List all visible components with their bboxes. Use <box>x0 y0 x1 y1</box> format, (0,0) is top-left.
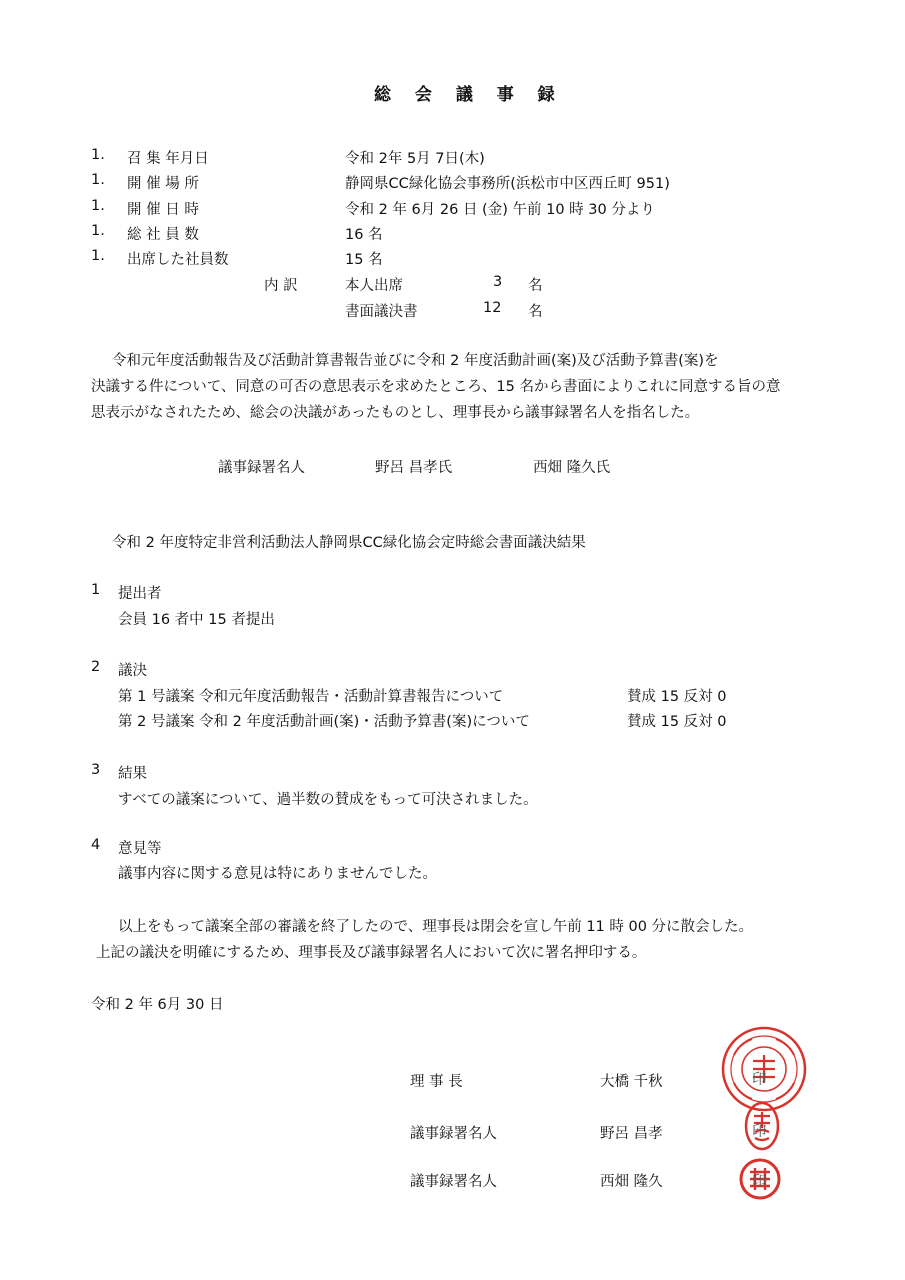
section-heading: 提出者 <box>118 586 162 602</box>
breakdown-row-count: 3 <box>493 274 503 290</box>
signature-name: 野呂 昌孝 <box>600 1126 663 1142</box>
paragraph-line: 思表示がなされたため、総会の決議があったものとし、理事長から議事録署名人を指名した。 <box>91 405 700 421</box>
section-num: 1 <box>91 582 101 598</box>
paragraph-line: 決議する件について、同意の可否の意思表示を求めたところ、15 名から書面によりこれに同意する旨の意 <box>91 379 781 395</box>
item-value-attendees: 15 名 <box>345 252 383 268</box>
item-label-total-members: 総 社 員 数 <box>127 227 199 243</box>
section-body: すべての議案について、過半数の賛成をもって可決されました。 <box>118 792 538 808</box>
item-value-total-members: 16 名 <box>345 227 383 243</box>
breakdown-row-unit: 名 <box>528 278 543 294</box>
signers-label: 議事録署名人 <box>218 460 305 476</box>
signature-role: 議事録署名人 <box>410 1174 497 1190</box>
section-body: 議事内容に関する意見は特にありませんでした。 <box>118 866 437 882</box>
paragraph-line: 令和元年度活動報告及び活動計算書報告並びに令和 2 年度活動計画(案)及び活動予算書(案)を <box>112 353 719 369</box>
item-label-attendees: 出席した社員数 <box>127 252 229 268</box>
result-title: 令和 2 年度特定非営利活動法人静岡県CC緑化協会定時総会書面議決結果 <box>112 535 586 551</box>
resolution-item: 第 2 号議案 令和 2 年度活動計画(案)・活動予算書(案)について <box>118 714 530 730</box>
seal-mark: 印 <box>752 1174 767 1190</box>
section-num: 4 <box>91 837 101 853</box>
resolution-vote: 賛成 15 反対 0 <box>627 714 727 730</box>
item-label-convocation-date: 召 集 年月日 <box>127 151 209 167</box>
breakdown-row-label: 書面議決書 <box>345 304 418 320</box>
seal-mark: 印 <box>752 1072 767 1088</box>
signer-name-2: 西畑 隆久氏 <box>533 460 611 476</box>
breakdown-row-label: 本人出席 <box>345 278 403 294</box>
breakdown-row-count: 12 <box>483 300 502 316</box>
item-label-venue: 開 催 場 所 <box>127 176 199 192</box>
closing-line: 以上をもって議案全部の審議を終了したので、理事長は閉会を宣し午前 11 時 00 分に散会した。 <box>118 919 754 935</box>
section-heading: 意見等 <box>118 841 162 857</box>
resolution-item: 第 1 号議案 令和元年度活動報告・活動計算書報告について <box>118 689 504 705</box>
document-date: 令和 2 年 6月 30 日 <box>91 997 224 1013</box>
item-num: 1. <box>91 223 105 239</box>
closing-line: 上記の議決を明確にするため、理事長及び議事録署名人において次に署名押印する。 <box>96 945 647 961</box>
item-value-convocation-date: 令和 2年 5月 7日(木) <box>345 151 485 167</box>
item-num: 1. <box>91 198 105 214</box>
seal-mark: 印 <box>752 1124 767 1140</box>
item-num: 1. <box>91 248 105 264</box>
section-body: 会員 16 者中 15 者提出 <box>118 612 275 628</box>
resolution-vote: 賛成 15 反対 0 <box>627 689 727 705</box>
item-num: 1. <box>91 147 105 163</box>
item-value-venue: 静岡県CC緑化協会事務所(浜松市中区西丘町 951) <box>345 176 670 192</box>
item-value-datetime: 令和 2 年 6月 26 日 (金) 午前 10 時 30 分より <box>345 202 655 218</box>
signer-name-1: 野呂 昌孝氏 <box>375 460 453 476</box>
section-num: 3 <box>91 762 101 778</box>
item-label-datetime: 開 催 日 時 <box>127 202 199 218</box>
signature-name: 大橋 千秋 <box>600 1074 663 1090</box>
signature-role: 理 事 長 <box>410 1074 463 1090</box>
section-num: 2 <box>91 659 101 675</box>
signature-name: 西畑 隆久 <box>600 1174 663 1190</box>
section-heading: 議決 <box>118 663 147 679</box>
breakdown-label: 内 訳 <box>264 278 298 294</box>
section-heading: 結果 <box>118 766 147 782</box>
breakdown-row-unit: 名 <box>528 304 543 320</box>
item-num: 1. <box>91 172 105 188</box>
document-title: 総 会 議 事 録 <box>374 85 564 105</box>
signature-role: 議事録署名人 <box>410 1126 497 1142</box>
